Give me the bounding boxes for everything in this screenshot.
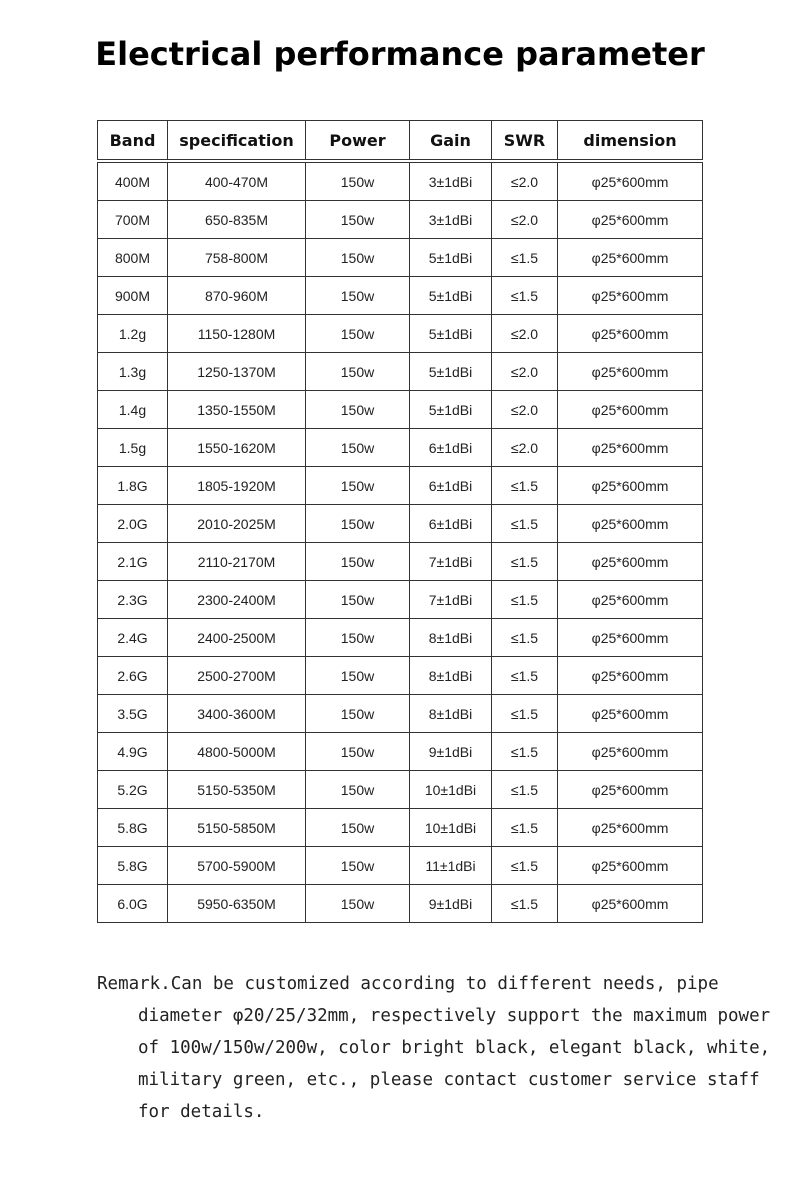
cell-power: 150w bbox=[306, 277, 410, 315]
cell-specification: 2500-2700M bbox=[168, 657, 306, 695]
cell-specification: 4800-5000M bbox=[168, 733, 306, 771]
cell-band: 5.2G bbox=[98, 771, 168, 809]
cell-swr: ≤2.0 bbox=[492, 429, 558, 467]
cell-dimension: φ25*600mm bbox=[558, 353, 703, 391]
table-row bbox=[98, 161, 703, 201]
cell-swr: ≤2.0 bbox=[492, 353, 558, 391]
cell-dimension: φ25*600mm bbox=[558, 885, 703, 923]
cell-gain: 11±1dBi bbox=[410, 847, 492, 885]
cell-dimension: φ25*600mm bbox=[558, 733, 703, 771]
cell-swr: ≤1.5 bbox=[492, 543, 558, 581]
cell-swr: ≤1.5 bbox=[492, 847, 558, 885]
table-row bbox=[98, 201, 703, 239]
cell-swr: ≤1.5 bbox=[492, 733, 558, 771]
cell-dimension: φ25*600mm bbox=[558, 467, 703, 505]
cell-gain: 5±1dBi bbox=[410, 391, 492, 429]
cell-swr: ≤1.5 bbox=[492, 657, 558, 695]
table-row bbox=[98, 809, 703, 847]
cell-gain: 6±1dBi bbox=[410, 505, 492, 543]
cell-power: 150w bbox=[306, 353, 410, 391]
cell-gain: 5±1dBi bbox=[410, 277, 492, 315]
cell-dimension: φ25*600mm bbox=[558, 429, 703, 467]
cell-band: 1.8G bbox=[98, 467, 168, 505]
cell-dimension: φ25*600mm bbox=[558, 771, 703, 809]
cell-specification: 1150-1280M bbox=[168, 315, 306, 353]
cell-specification: 5950-6350M bbox=[168, 885, 306, 923]
cell-power: 150w bbox=[306, 201, 410, 239]
cell-power: 150w bbox=[306, 161, 410, 201]
cell-power: 150w bbox=[306, 809, 410, 847]
table-header-row bbox=[98, 121, 703, 162]
cell-gain: 5±1dBi bbox=[410, 353, 492, 391]
table-body bbox=[98, 161, 703, 923]
cell-gain: 10±1dBi bbox=[410, 809, 492, 847]
cell-band: 2.1G bbox=[98, 543, 168, 581]
cell-swr: ≤1.5 bbox=[492, 885, 558, 923]
table-row bbox=[98, 429, 703, 467]
cell-specification: 1550-1620M bbox=[168, 429, 306, 467]
cell-band: 5.8G bbox=[98, 809, 168, 847]
cell-swr: ≤1.5 bbox=[492, 467, 558, 505]
cell-dimension: φ25*600mm bbox=[558, 657, 703, 695]
cell-gain: 9±1dBi bbox=[410, 885, 492, 923]
cell-gain: 8±1dBi bbox=[410, 619, 492, 657]
cell-swr: ≤1.5 bbox=[492, 809, 558, 847]
cell-gain: 10±1dBi bbox=[410, 771, 492, 809]
cell-specification: 870-960M bbox=[168, 277, 306, 315]
cell-dimension: φ25*600mm bbox=[558, 809, 703, 847]
cell-dimension: φ25*600mm bbox=[558, 315, 703, 353]
cell-dimension: φ25*600mm bbox=[558, 201, 703, 239]
cell-specification: 1350-1550M bbox=[168, 391, 306, 429]
cell-power: 150w bbox=[306, 315, 410, 353]
cell-band: 700M bbox=[98, 201, 168, 239]
cell-band: 1.5g bbox=[98, 429, 168, 467]
cell-gain: 8±1dBi bbox=[410, 695, 492, 733]
cell-gain: 5±1dBi bbox=[410, 315, 492, 353]
table-row bbox=[98, 543, 703, 581]
cell-specification: 3400-3600M bbox=[168, 695, 306, 733]
table-row bbox=[98, 239, 703, 277]
cell-power: 150w bbox=[306, 771, 410, 809]
cell-swr: ≤1.5 bbox=[492, 239, 558, 277]
parameter-table bbox=[97, 120, 703, 923]
cell-dimension: φ25*600mm bbox=[558, 161, 703, 201]
table-row bbox=[98, 619, 703, 657]
table-row bbox=[98, 885, 703, 923]
cell-band: 3.5G bbox=[98, 695, 168, 733]
cell-swr: ≤1.5 bbox=[492, 505, 558, 543]
cell-power: 150w bbox=[306, 429, 410, 467]
cell-specification: 5150-5350M bbox=[168, 771, 306, 809]
cell-power: 150w bbox=[306, 543, 410, 581]
cell-specification: 5700-5900M bbox=[168, 847, 306, 885]
cell-specification: 1805-1920M bbox=[168, 467, 306, 505]
cell-specification: 5150-5850M bbox=[168, 809, 306, 847]
cell-power: 150w bbox=[306, 695, 410, 733]
cell-dimension: φ25*600mm bbox=[558, 277, 703, 315]
cell-band: 2.6G bbox=[98, 657, 168, 695]
cell-specification: 650-835M bbox=[168, 201, 306, 239]
cell-power: 150w bbox=[306, 467, 410, 505]
cell-specification: 2400-2500M bbox=[168, 619, 306, 657]
cell-dimension: φ25*600mm bbox=[558, 543, 703, 581]
cell-gain: 6±1dBi bbox=[410, 429, 492, 467]
cell-power: 150w bbox=[306, 885, 410, 923]
cell-specification: 2300-2400M bbox=[168, 581, 306, 619]
cell-swr: ≤1.5 bbox=[492, 771, 558, 809]
cell-swr: ≤1.5 bbox=[492, 277, 558, 315]
cell-specification: 2110-2170M bbox=[168, 543, 306, 581]
cell-specification: 400-470M bbox=[168, 161, 306, 201]
cell-power: 150w bbox=[306, 581, 410, 619]
cell-dimension: φ25*600mm bbox=[558, 847, 703, 885]
cell-swr: ≤2.0 bbox=[492, 161, 558, 201]
table-row bbox=[98, 277, 703, 315]
table-row bbox=[98, 353, 703, 391]
header-band: Band bbox=[98, 121, 168, 162]
cell-gain: 3±1dBi bbox=[410, 201, 492, 239]
cell-specification: 1250-1370M bbox=[168, 353, 306, 391]
cell-power: 150w bbox=[306, 619, 410, 657]
cell-dimension: φ25*600mm bbox=[558, 695, 703, 733]
cell-power: 150w bbox=[306, 391, 410, 429]
header-dimension: dimension bbox=[558, 121, 703, 162]
cell-band: 800M bbox=[98, 239, 168, 277]
cell-gain: 7±1dBi bbox=[410, 581, 492, 619]
table-row bbox=[98, 847, 703, 885]
table-row bbox=[98, 391, 703, 429]
cell-specification: 758-800M bbox=[168, 239, 306, 277]
cell-band: 6.0G bbox=[98, 885, 168, 923]
header-power: Power bbox=[306, 121, 410, 162]
cell-band: 900M bbox=[98, 277, 168, 315]
cell-power: 150w bbox=[306, 657, 410, 695]
cell-band: 2.4G bbox=[98, 619, 168, 657]
table-row bbox=[98, 467, 703, 505]
cell-swr: ≤1.5 bbox=[492, 581, 558, 619]
cell-gain: 7±1dBi bbox=[410, 543, 492, 581]
cell-band: 1.2g bbox=[98, 315, 168, 353]
table-row bbox=[98, 771, 703, 809]
cell-swr: ≤1.5 bbox=[492, 695, 558, 733]
table-row bbox=[98, 657, 703, 695]
cell-specification: 2010-2025M bbox=[168, 505, 306, 543]
table-row bbox=[98, 695, 703, 733]
header-gain: Gain bbox=[410, 121, 492, 162]
cell-band: 1.4g bbox=[98, 391, 168, 429]
cell-band: 4.9G bbox=[98, 733, 168, 771]
cell-swr: ≤2.0 bbox=[492, 315, 558, 353]
cell-gain: 5±1dBi bbox=[410, 239, 492, 277]
cell-power: 150w bbox=[306, 733, 410, 771]
remark-text: Remark.Can be customized according to different needs, pipe diameter φ20/25/32mm, respectively support the maximum power of 100w/150w/200w, color bright black, elegant black, white, military green, etc., please contact customer service staff for details. bbox=[97, 974, 771, 1122]
cell-swr: ≤2.0 bbox=[492, 391, 558, 429]
header-specification: specification bbox=[168, 121, 306, 162]
cell-band: 2.0G bbox=[98, 505, 168, 543]
cell-band: 1.3g bbox=[98, 353, 168, 391]
cell-band: 400M bbox=[98, 161, 168, 201]
header-swr: SWR bbox=[492, 121, 558, 162]
cell-dimension: φ25*600mm bbox=[558, 619, 703, 657]
cell-dimension: φ25*600mm bbox=[558, 391, 703, 429]
cell-gain: 8±1dBi bbox=[410, 657, 492, 695]
cell-dimension: φ25*600mm bbox=[558, 505, 703, 543]
cell-gain: 3±1dBi bbox=[410, 161, 492, 201]
table-row bbox=[98, 733, 703, 771]
cell-gain: 6±1dBi bbox=[410, 467, 492, 505]
cell-band: 5.8G bbox=[98, 847, 168, 885]
cell-power: 150w bbox=[306, 239, 410, 277]
page-title: Electrical performance parameter bbox=[95, 35, 705, 73]
table-row bbox=[98, 581, 703, 619]
cell-gain: 9±1dBi bbox=[410, 733, 492, 771]
cell-swr: ≤1.5 bbox=[492, 619, 558, 657]
cell-power: 150w bbox=[306, 505, 410, 543]
cell-power: 150w bbox=[306, 847, 410, 885]
table-row bbox=[98, 315, 703, 353]
table-row bbox=[98, 505, 703, 543]
cell-dimension: φ25*600mm bbox=[558, 581, 703, 619]
cell-swr: ≤2.0 bbox=[492, 201, 558, 239]
cell-band: 2.3G bbox=[98, 581, 168, 619]
cell-dimension: φ25*600mm bbox=[558, 239, 703, 277]
